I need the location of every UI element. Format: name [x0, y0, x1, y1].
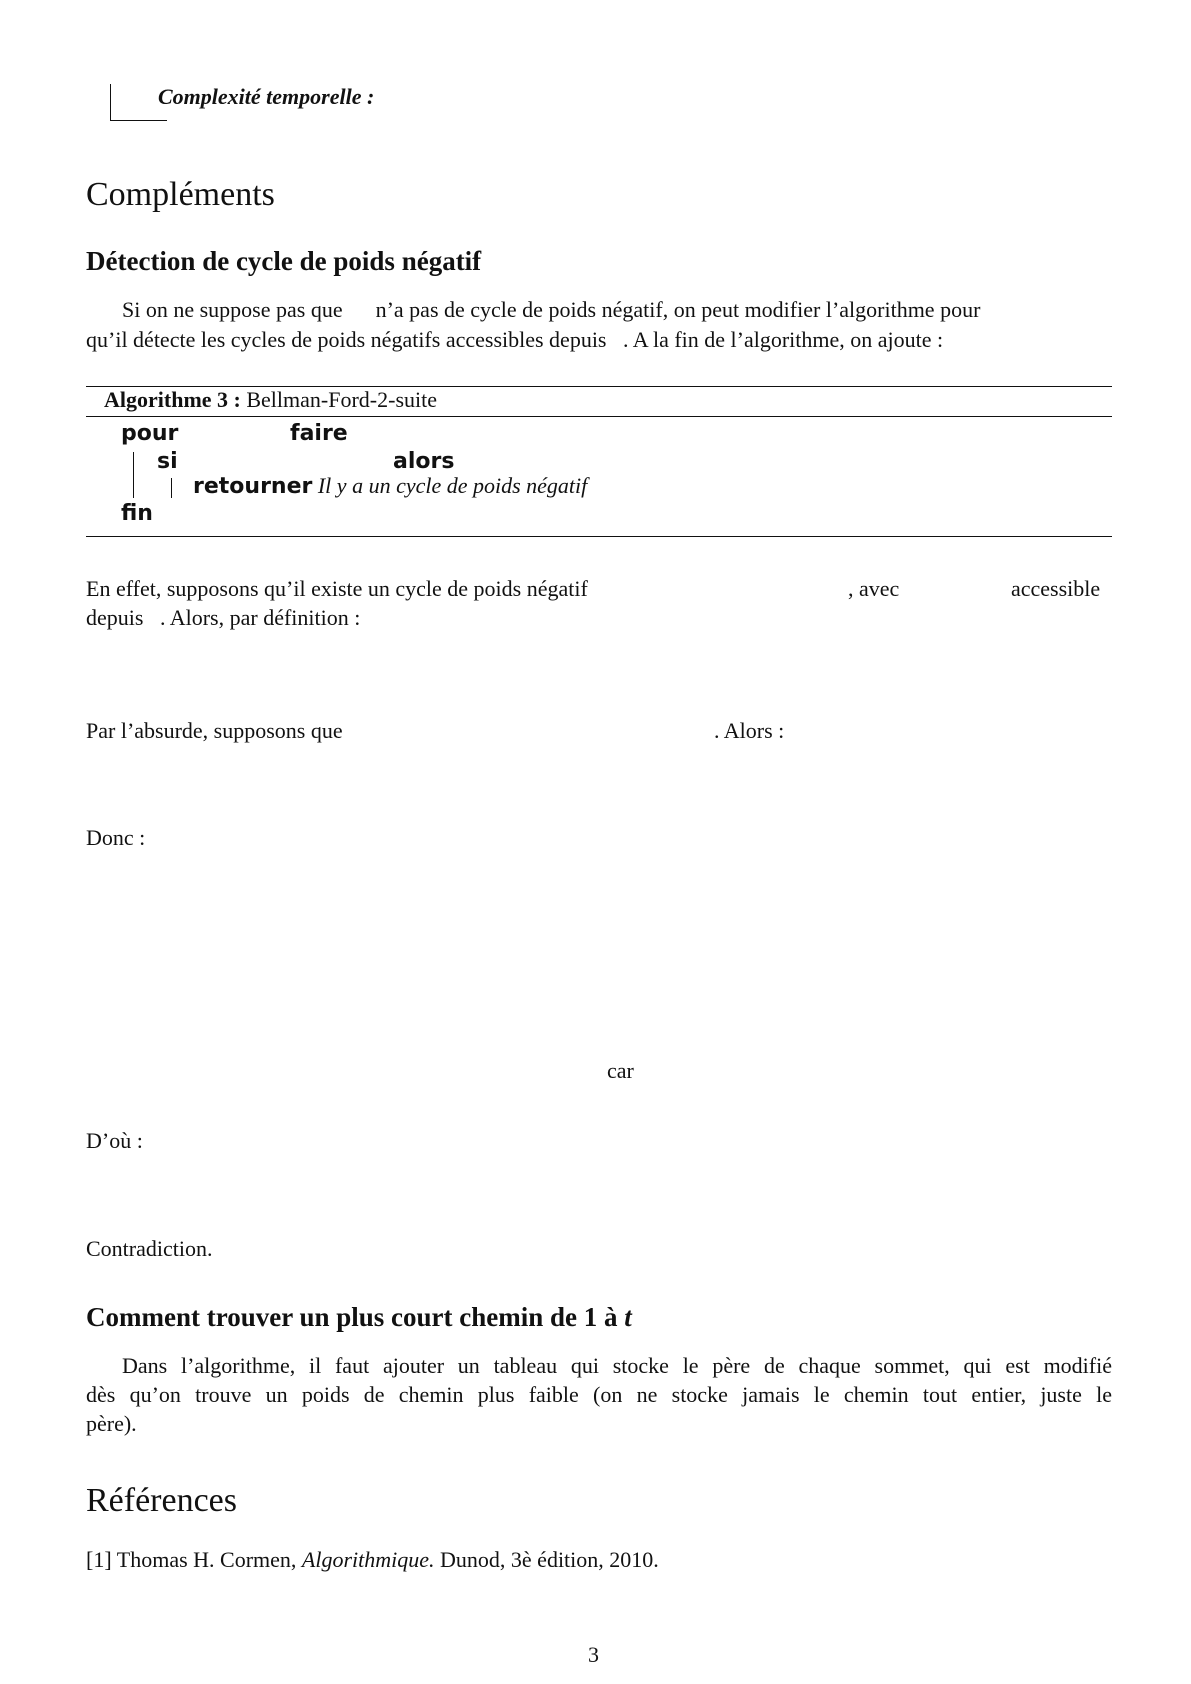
proof-text: car — [607, 1058, 634, 1083]
proof-text: En effet, supposons qu’il existe un cycle de poids négatif — [86, 576, 588, 601]
return-line — [193, 473, 587, 499]
proof-text: Contradiction. — [86, 1236, 213, 1261]
subsection-title-negative-cycle: Détection de cycle de poids négatif — [86, 246, 482, 276]
return-text: Il y a un cycle de poids négatif — [317, 473, 588, 498]
section-title-complements: Compléments — [86, 176, 275, 213]
algorithm-label: Algorithme 3 : — [104, 387, 241, 412]
reference-publisher: Dunod, 3è édition, 2010. — [440, 1547, 659, 1572]
paragraph-line: père). — [86, 1411, 137, 1436]
proof-text: Donc : — [86, 825, 146, 850]
reference-author: Thomas H. Cormen, — [116, 1547, 297, 1572]
reference-item — [86, 1545, 659, 1575]
reference-work: Algorithmique. — [301, 1547, 435, 1572]
subsection-title-variable: t — [624, 1302, 632, 1332]
paragraph-line: dès qu’on trouve un poids de chemin plus faible (on ne stocke jamais le chemin tout entier, juste le — [86, 1382, 1112, 1407]
proof-text: , avec — [848, 576, 900, 601]
paragraph-line: qu’il détecte les cycles de poids négatifs accessibles depuis . A la fin de l’algorithme, on ajoute : — [86, 327, 944, 352]
algorithm-header — [104, 385, 437, 415]
if-body-bar — [171, 478, 172, 498]
reference-number: [1] — [86, 1547, 112, 1572]
proof-text: D’où : — [86, 1128, 143, 1153]
loop-body-bar — [133, 452, 134, 498]
keyword-si: si — [157, 449, 178, 474]
paragraph-line: Dans l’algorithme, il faut ajouter un tableau qui stocke le père de chaque sommet, qui est modifié — [122, 1353, 1112, 1378]
algorithm-header-rule — [86, 416, 1112, 417]
complexity-label: Complexité temporelle : — [158, 84, 375, 109]
subsection-title-shortest-path — [86, 1302, 632, 1333]
keyword-faire: faire — [290, 421, 348, 446]
proof-text: accessible — [1011, 576, 1101, 601]
keyword-pour: pour — [121, 421, 179, 446]
algorithm-name: Bellman-Ford-2-suite — [246, 387, 437, 412]
keyword-fin: fin — [121, 501, 153, 526]
algorithm-bottom-rule — [86, 536, 1112, 537]
proof-text: depuis . Alors, par définition : — [86, 605, 361, 630]
proof-text: Par l’absurde, supposons que — [86, 718, 343, 743]
keyword-alors: alors — [393, 449, 455, 474]
keyword-retourner: retourner — [193, 474, 313, 499]
paragraph-line: Si on ne suppose pas que n’a pas de cycle de poids négatif, on peut modifier l’algorithme pour — [122, 297, 981, 322]
proof-text: . Alors : — [714, 718, 785, 743]
subsection-title-text: Comment trouver un plus court chemin de 1 à — [86, 1302, 618, 1332]
section-title-references: Références — [86, 1482, 238, 1519]
page-number: 3 — [588, 1642, 599, 1667]
